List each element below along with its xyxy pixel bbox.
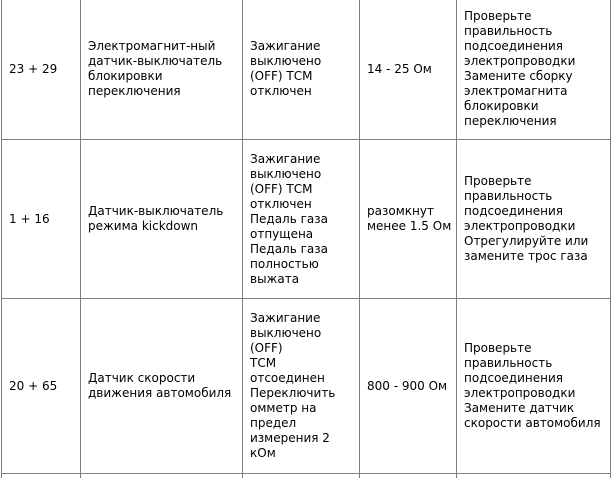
component-text: движения автомобиля <box>88 386 232 400</box>
condition-text: отключен <box>250 196 312 211</box>
condition-text: Переключить <box>250 386 336 400</box>
condition-text: выжата <box>250 271 300 286</box>
condition-text: (OFF) ТСМ <box>250 69 313 83</box>
action-text: электропроводки <box>464 386 576 400</box>
action-text: замените трос газа <box>464 249 588 263</box>
action-text: правильность <box>464 356 553 370</box>
action-cell <box>457 299 611 474</box>
pins-text: 23 + 29 <box>9 61 58 76</box>
component-text: переключения <box>88 84 181 98</box>
condition-text: отпущена <box>250 226 314 241</box>
action-text: Отрегулируйте или <box>464 234 589 248</box>
action-text: Проверьте <box>464 174 532 188</box>
condition-cell <box>243 140 360 299</box>
condition-text: омметр на <box>250 401 317 415</box>
table-row <box>2 140 611 299</box>
action-text: Проверьте <box>464 9 532 23</box>
pins-cell <box>2 140 81 299</box>
component-cell <box>81 299 243 474</box>
action-text: Замените датчик <box>464 401 575 415</box>
action-text: подсоединения <box>464 39 563 53</box>
value-cell <box>360 140 457 299</box>
table-row <box>2 299 611 474</box>
action-text: подсоединения <box>464 204 563 218</box>
component-cell <box>81 140 243 299</box>
condition-text: Педаль газа <box>250 241 329 256</box>
condition-text: выключено <box>250 326 322 340</box>
component-text: Электромагнит-ный <box>88 39 216 53</box>
table-row-partial <box>2 474 611 479</box>
action-text: правильность <box>464 24 553 38</box>
condition-text: измерения 2 <box>250 431 330 445</box>
value-text: менее 1.5 Ом <box>367 219 452 233</box>
condition-text: полностью <box>250 256 319 271</box>
component-text: датчик-выключатель <box>88 54 223 68</box>
condition-cell <box>243 0 360 140</box>
action-text: блокировки <box>464 99 539 113</box>
value-cell <box>360 0 457 140</box>
pins-cell <box>2 299 81 474</box>
action-text: Проверьте <box>464 341 532 355</box>
condition-text: (OFF) ТСМ <box>250 181 313 196</box>
condition-text: кОм <box>250 446 276 460</box>
value-text: 800 - 900 Ом <box>367 378 448 393</box>
action-cell <box>457 0 611 140</box>
action-text: электромагнита <box>464 84 568 98</box>
condition-text: выключено <box>250 54 322 68</box>
component-text: Датчик скорости <box>88 371 196 385</box>
action-cell <box>457 140 611 299</box>
condition-text: Зажигание <box>250 39 321 53</box>
condition-text: выключено <box>250 166 322 181</box>
condition-text: Педаль газа <box>250 211 329 226</box>
diagnostic-table <box>1 0 611 478</box>
component-text: режима kickdown <box>88 219 199 233</box>
pins-cell <box>2 0 81 140</box>
condition-cell <box>243 299 360 474</box>
action-text: скорости автомобиля <box>464 416 601 430</box>
action-text: подсоединения <box>464 371 563 385</box>
value-cell <box>360 299 457 474</box>
action-text: правильность <box>464 189 553 203</box>
action-text: Замените сборку <box>464 69 573 83</box>
component-text: Датчик-выключатель <box>88 204 224 218</box>
action-text: электропроводки <box>464 54 576 68</box>
condition-text: предел <box>250 416 297 430</box>
condition-text: Зажигание <box>250 151 321 166</box>
condition-text: отсоединен <box>250 371 325 385</box>
condition-text: (OFF) <box>250 341 283 355</box>
condition-text: ТСМ <box>250 356 277 370</box>
component-cell <box>81 0 243 140</box>
pins-text: 20 + 65 <box>9 378 58 393</box>
table-row <box>2 0 611 140</box>
value-text: разомкнут <box>367 204 434 218</box>
condition-text: отключен <box>250 84 312 98</box>
action-text: переключения <box>464 114 557 128</box>
pins-text: 1 + 16 <box>9 211 50 226</box>
value-text: 14 - 25 Ом <box>367 61 432 76</box>
component-text: блокировки <box>88 69 163 83</box>
action-text: электропроводки <box>464 219 576 233</box>
condition-text: Зажигание <box>250 311 321 325</box>
